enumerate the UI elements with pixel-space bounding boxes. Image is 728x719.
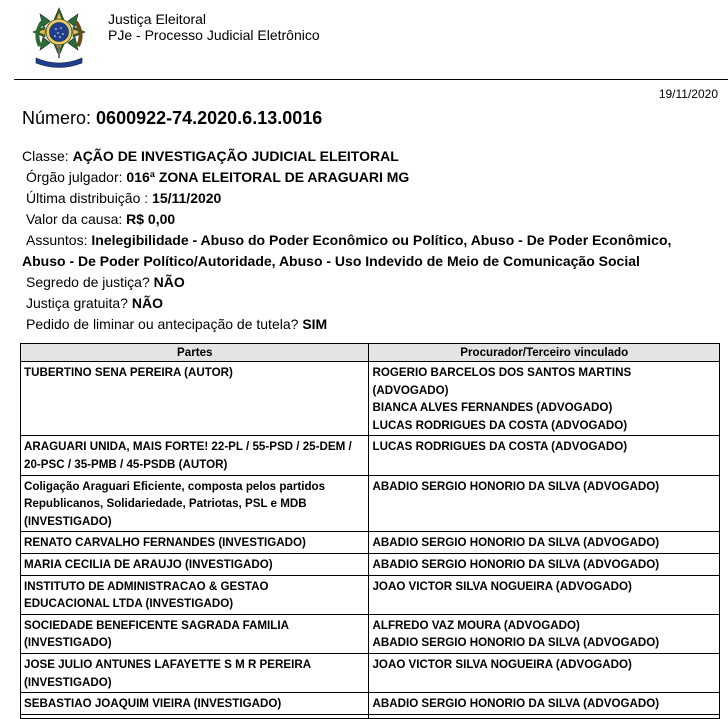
distribuicao-label: Última distribuição : — [26, 190, 149, 206]
system-name: PJe - Processo Judicial Eletrônico — [108, 27, 320, 43]
table-header-row — [21, 344, 720, 362]
document-date: 19/11/2020 — [658, 87, 718, 101]
party-line: Republicanos, Solidariedade, Patriotas, PSL e MDB — [24, 497, 307, 511]
attorney-cell — [369, 614, 720, 653]
party-cell — [21, 575, 369, 614]
party-line: SEBASTIAO JOAQUIM VIEIRA (INVESTIGADO) — [24, 697, 282, 711]
party-cell — [21, 553, 369, 575]
assuntos-value-line1: Inelegibilidade - Abuso do Poder Econômico ou Político, Abuso - De Poder Econômico, — [91, 232, 672, 248]
liminar-row — [22, 314, 722, 335]
party-line: EDUCACIONAL LTDA (INVESTIGADO) — [24, 597, 234, 611]
party-line: INSTITUTO DE ADMINISTRACAO & GESTAO — [24, 579, 269, 593]
table-row — [21, 553, 720, 575]
attorney-cell — [369, 553, 720, 575]
segredo-label: Segredo de justiça? — [26, 274, 150, 290]
attorney-line: BIANCA ALVES FERNANDES (ADVOGADO) — [372, 401, 613, 415]
valor-value: R$ 0,00 — [126, 211, 176, 227]
table-row — [21, 614, 720, 653]
party-cell — [21, 436, 369, 475]
attorney-cell — [369, 575, 720, 614]
liminar-label: Pedido de liminar ou antecipação de tutela? — [26, 316, 299, 332]
segredo-row — [22, 272, 722, 293]
party-line: 20-PSC / 35-PMB / 45-PSDB (AUTOR) — [24, 457, 228, 471]
attorney-line: ABADIO SERGIO HONORIO DA SILVA (ADVOGADO) — [372, 536, 660, 550]
table-row — [21, 693, 720, 715]
assuntos-label: Assuntos: — [26, 232, 88, 248]
assuntos-continuation — [22, 251, 722, 272]
liminar-value: SIM — [302, 316, 328, 332]
classe-label: Classe: — [22, 148, 69, 164]
gratuita-row — [22, 293, 722, 314]
table-row — [21, 475, 720, 532]
distribuicao-row — [22, 188, 722, 209]
parties-table — [20, 343, 720, 719]
process-number — [22, 108, 322, 129]
column-header-partes: Partes — [21, 344, 369, 362]
attorney-line: ALFREDO VAZ MOURA (ADVOGADO) — [372, 618, 580, 632]
table-row — [21, 362, 720, 436]
party-line: SOCIEDADE BENEFICENTE SAGRADA FAMILIA — [24, 618, 289, 632]
table-row — [21, 532, 720, 554]
party-line: (INVESTIGADO) — [24, 514, 112, 528]
attorney-line: ABADIO SERGIO HONORIO DA SILVA (ADVOGADO) — [372, 557, 660, 571]
attorney-line: ROGERIO BARCELOS DOS SANTOS MARTINS — [372, 366, 632, 379]
party-line: JOSE JULIO ANTUNES LAFAYETTE S M R PEREIRA — [24, 657, 312, 671]
valor-row — [22, 209, 722, 230]
party-line: (INVESTIGADO) — [24, 636, 112, 650]
table-row — [21, 436, 720, 475]
gratuita-label: Justiça gratuita? — [26, 295, 128, 311]
party-cell — [21, 532, 369, 554]
column-header-procurador: Procurador/Terceiro vinculado — [369, 344, 720, 362]
attorney-cell — [369, 362, 720, 436]
attorney-cell — [369, 653, 720, 692]
party-cell — [21, 614, 369, 653]
segredo-value: NÃO — [153, 274, 185, 290]
party-line: Coligação Araguari Eficiente, composta pelos partidos — [24, 479, 326, 493]
attorney-line: JOAO VICTOR SILVA NOGUEIRA (ADVOGADO) — [372, 579, 632, 593]
brazil-coat-of-arms-icon — [28, 6, 90, 72]
party-cell — [21, 362, 369, 436]
assuntos-value-line2: Abuso - De Poder Político/Autoridade, Abuso - Uso Indevido de Meio de Comunicação Social — [22, 253, 640, 269]
organization-name: Justiça Eleitoral — [108, 11, 207, 27]
table-row — [21, 653, 720, 692]
party-line: (INVESTIGADO) — [24, 675, 112, 689]
attorney-line: ABADIO SERGIO HONORIO DA SILVA (ADVOGADO) — [372, 636, 660, 650]
attorney-cell — [369, 436, 720, 475]
attorney-line: ABADIO SERGIO HONORIO DA SILVA (ADVOGADO) — [372, 479, 660, 493]
valor-label: Valor da causa: — [26, 211, 123, 227]
attorney-line: ABADIO SERGIO HONORIO DA SILVA (ADVOGADO) — [372, 697, 660, 711]
process-metadata — [22, 146, 722, 335]
attorney-line: LUCAS RODRIGUES DA COSTA (ADVOGADO) — [372, 440, 628, 454]
gratuita-value: NÃO — [131, 295, 163, 311]
orgao-label: Órgão julgador: — [26, 169, 123, 185]
attorney-cell — [369, 475, 720, 532]
classe-value: AÇÃO DE INVESTIGAÇÃO JUDICIAL ELEITORAL — [72, 148, 399, 164]
table-row — [21, 575, 720, 614]
header-divider — [14, 79, 728, 80]
assuntos-row — [22, 230, 722, 251]
party-cell — [21, 653, 369, 692]
classe-row — [22, 146, 722, 167]
party-line: MARIA CECILIA DE ARAUJO (INVESTIGADO) — [24, 557, 273, 571]
document-header — [0, 0, 728, 80]
party-line: RENATO CARVALHO FERNANDES (INVESTIGADO) — [24, 536, 306, 550]
process-number-label: Número: — [22, 108, 92, 128]
attorney-cell — [369, 693, 720, 715]
attorney-line: JOAO VICTOR SILVA NOGUEIRA (ADVOGADO) — [372, 657, 632, 671]
attorney-cell — [369, 532, 720, 554]
party-cell — [21, 693, 369, 715]
party-cell — [21, 475, 369, 532]
attorney-line: (ADVOGADO) — [372, 383, 449, 397]
party-line: TUBERTINO SENA PEREIRA (AUTOR) — [24, 366, 233, 379]
attorney-line: LUCAS RODRIGUES DA COSTA (ADVOGADO) — [372, 418, 628, 432]
parties-table-body — [21, 362, 720, 719]
distribuicao-value: 15/11/2020 — [152, 190, 222, 206]
process-number-value: 0600922-74.2020.6.13.0016 — [96, 108, 323, 128]
orgao-value: 016ª ZONA ELEITORAL DE ARAGUARI MG — [126, 169, 410, 185]
orgao-row — [22, 167, 722, 188]
party-line: ARAGUARI UNIDA, MAIS FORTE! 22-PL / 55-PSD / 25-DEM / — [24, 440, 352, 454]
